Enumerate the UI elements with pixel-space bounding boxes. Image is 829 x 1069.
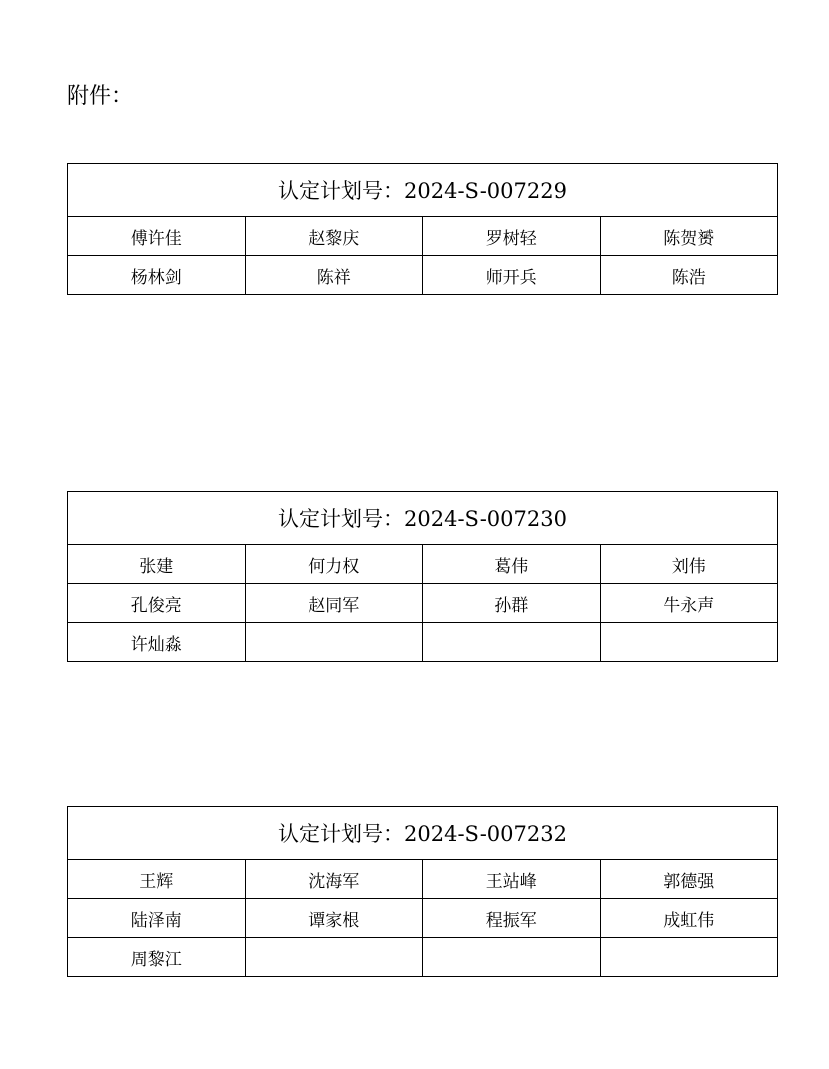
name-cell: 王站峰 [423,860,601,899]
name-cell: 陈浩 [600,256,778,295]
empty-cell [423,938,601,977]
name-cell: 成虹伟 [600,899,778,938]
name-cell: 谭家根 [245,899,423,938]
name-cell: 罗树轻 [423,217,601,256]
plan-table-007229 [67,163,778,295]
table-header-row [68,164,778,217]
plan-table-007232 [67,806,778,977]
table-row [68,217,778,256]
plan-title: 认定计划号：2024-S-007230 [68,492,778,545]
empty-cell [245,938,423,977]
name-cell: 周黎江 [68,938,246,977]
name-cell: 牛永声 [600,584,778,623]
name-cell: 傅许佳 [68,217,246,256]
name-cell: 陈祥 [245,256,423,295]
empty-cell [245,623,423,662]
plan-title: 认定计划号：2024-S-007232 [68,807,778,860]
name-cell: 陆泽南 [68,899,246,938]
plan-title: 认定计划号：2024-S-007229 [68,164,778,217]
name-cell: 师开兵 [423,256,601,295]
table-row [68,899,778,938]
name-cell: 沈海军 [245,860,423,899]
name-cell: 程振军 [423,899,601,938]
table-header-row [68,492,778,545]
empty-cell [600,623,778,662]
attachment-label: 附件： [67,84,134,109]
table-row [68,256,778,295]
table-row [68,545,778,584]
table-header-row [68,807,778,860]
name-cell: 郭德强 [600,860,778,899]
plan-table-007230 [67,491,778,662]
name-cell: 赵黎庆 [245,217,423,256]
name-cell: 赵同军 [245,584,423,623]
name-cell: 陈贺赟 [600,217,778,256]
name-cell: 刘伟 [600,545,778,584]
name-cell: 王辉 [68,860,246,899]
name-cell: 孙群 [423,584,601,623]
empty-cell [600,938,778,977]
name-cell: 张建 [68,545,246,584]
name-cell: 孔俊亮 [68,584,246,623]
name-cell: 何力权 [245,545,423,584]
name-cell: 葛伟 [423,545,601,584]
table-row [68,938,778,977]
table-row [68,860,778,899]
name-cell: 许灿淼 [68,623,246,662]
table-row [68,623,778,662]
table-row [68,584,778,623]
name-cell: 杨林剑 [68,256,246,295]
empty-cell [423,623,601,662]
